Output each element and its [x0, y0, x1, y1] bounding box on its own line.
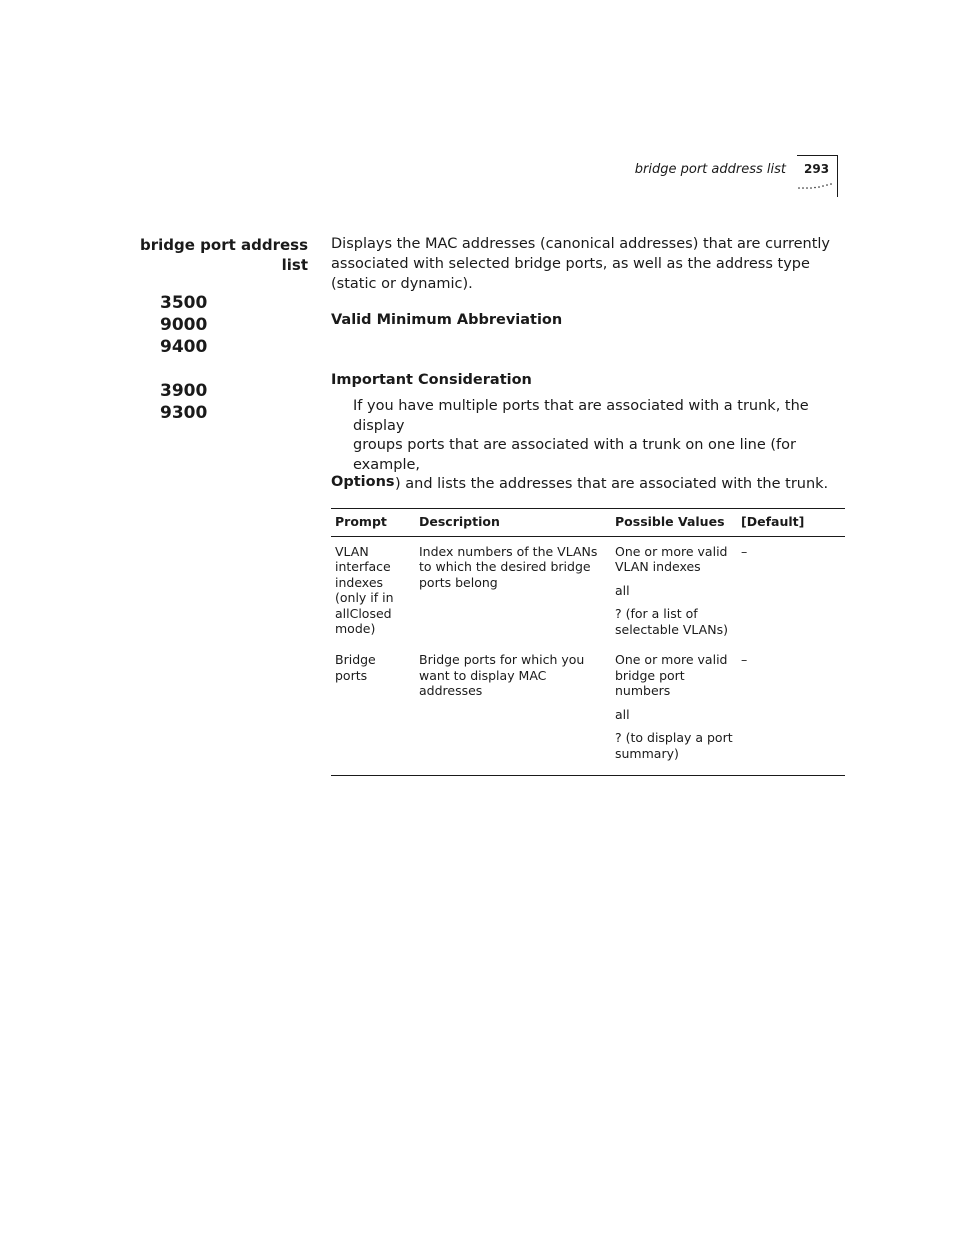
value-item: One or more valid VLAN indexes: [615, 543, 728, 574]
values-cell: [611, 645, 737, 776]
command-title-line2: list: [281, 256, 308, 274]
page-number: 293: [804, 162, 830, 176]
column-header: [Default]: [737, 509, 845, 537]
platform-label: 3500: [160, 293, 208, 313]
prompt-cell: VLAN interface indexes (only if in allClosed mode): [335, 543, 394, 636]
consideration-text: [331, 397, 843, 495]
value-item: all: [615, 706, 630, 722]
table-row: [331, 645, 845, 776]
consideration-line: groups ports that are associated with a trunk on one line (for example,: [353, 437, 796, 473]
description-cell: Index numbers of the VLANs to which the desired bridge ports belong: [419, 543, 598, 590]
column-header: Possible Values: [611, 509, 737, 537]
platform-label: 9400: [160, 337, 208, 357]
table-header-row: [331, 509, 845, 537]
header-rule-horizontal: [797, 155, 838, 156]
platform-label: 9300: [160, 403, 208, 423]
options-table: [331, 508, 845, 776]
consideration-line: ) and lists the addresses that are associated with the trunk.: [395, 476, 829, 492]
column-header: Prompt: [331, 509, 415, 537]
command-description: Displays the MAC addresses (canonical addresses) that are currently associated with selected bridge ports, as well as the address type (static or dynamic).: [331, 236, 831, 292]
default-cell: –: [741, 543, 748, 559]
values-cell: [611, 536, 737, 645]
platform-label: 9000: [160, 315, 208, 335]
consideration-line: If you have multiple ports that are associated with a trunk, the display: [353, 398, 809, 434]
command-title: [140, 235, 308, 275]
header-rule-vertical: [837, 155, 838, 197]
value-item: ? (to display a port summary): [615, 730, 733, 761]
platform-list: [160, 292, 207, 424]
column-header: Description: [415, 509, 611, 537]
platform-label: 3900: [160, 381, 208, 401]
value-item: One or more valid bridge port numbers: [615, 652, 728, 698]
abbreviation-heading: Valid Minimum Abbreviation: [331, 312, 563, 328]
table-row: [331, 536, 845, 645]
prompt-cell: Bridge ports: [331, 645, 415, 776]
consideration-heading: Important Consideration: [331, 372, 532, 388]
options-heading: Options: [331, 474, 395, 490]
command-title-line1: bridge port address: [140, 236, 309, 254]
value-item: all: [615, 582, 630, 598]
value-item: ? (for a list of selectable VLANs): [615, 606, 728, 637]
running-title: bridge port address list: [634, 162, 786, 177]
dotted-ornament-icon: [797, 182, 837, 190]
description-cell: Bridge ports for which you want to display MAC addresses: [415, 645, 611, 776]
default-cell: –: [737, 645, 845, 776]
